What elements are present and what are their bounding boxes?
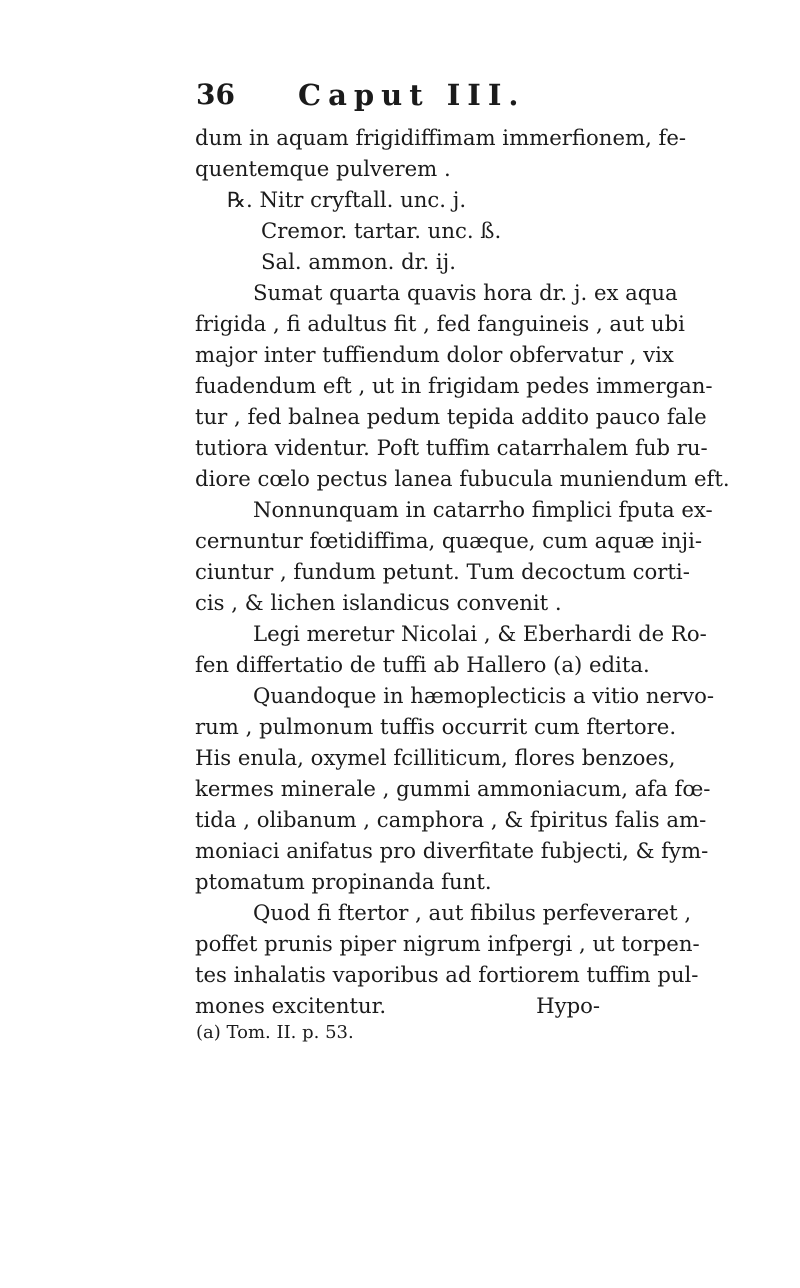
text-line: Quod fi ftertor , aut fibilus perfeveraret ,	[253, 900, 692, 925]
text-line: Nonnunquam in catarrho fimplici fputa ex-	[253, 497, 713, 522]
recipe-line: Sal. ammon. dr. ij.	[261, 249, 456, 274]
text-line: cernuntur fœtidiffima, quæque, cum aquæ inji-	[195, 528, 703, 553]
text-line: rum , pulmonum tuffis occurrit cum ftertore.	[195, 714, 677, 739]
running-head: Caput III.	[298, 78, 526, 112]
page-number: 36	[196, 78, 235, 111]
last-line-text: mones excitentur.	[195, 993, 387, 1018]
text-line: tutiora videntur. Poft tuffim catarrhalem fub ru-	[195, 435, 708, 460]
text-line: Legi meretur Nicolai , & Eberhardi de Ro-	[253, 621, 707, 646]
text-line: moniaci anifatus pro diverfitate fubjecti, & fym-	[195, 838, 709, 863]
text-line: fuadendum eft , ut in frigidam pedes immergan-	[195, 373, 713, 398]
recipe-line: Cremor. tartar. unc. ß.	[261, 218, 502, 243]
text-line: cis , & lichen islandicus convenit .	[195, 590, 562, 615]
text-line: fen differtatio de tuffi ab Hallero (a) edita.	[195, 652, 650, 677]
text-line: Quandoque in hæmoplecticis a vitio nervo-	[253, 683, 715, 708]
catchword: Hypo-	[536, 993, 601, 1018]
text-line: dum in aquam frigidiffimam immerfionem, fe-	[195, 125, 687, 150]
text-line: tur , fed balnea pedum tepida addito pauco fale	[195, 404, 707, 429]
footnote: (a) Tom. II. p. 53.	[196, 1022, 354, 1043]
text-line: Sumat quarta quavis hora dr. j. ex aqua	[253, 280, 678, 305]
text-line: tes inhalatis vaporibus ad fortiorem tuffim pul-	[195, 962, 699, 987]
main-text	[195, 122, 750, 1021]
text-line	[195, 990, 750, 1021]
text-line: diore cœlo pectus lanea fubucula muniendum eft.	[195, 466, 730, 491]
recipe-line: ℞. Nitr cryftall. unc. j.	[227, 187, 467, 212]
text-line: poffet prunis piper nigrum infpergi , ut torpen-	[195, 931, 700, 956]
text-line: His enula, oxymel fcilliticum, flores benzoes,	[195, 745, 676, 770]
text-line: frigida , fi adultus fit , fed fanguineis , aut ubi	[195, 311, 685, 336]
text-line: quentemque pulverem .	[195, 156, 451, 181]
text-line: ptomatum propinanda funt.	[195, 869, 492, 894]
text-line: major inter tuffiendum dolor obfervatur , vix	[195, 342, 674, 367]
text-line: kermes minerale , gummi ammoniacum, afa fœ-	[195, 776, 711, 801]
text-line: tida , olibanum , camphora , & fpiritus falis am-	[195, 807, 707, 832]
page-header	[196, 78, 616, 114]
text-line: ciuntur , fundum petunt. Tum decoctum corti-	[195, 559, 690, 584]
